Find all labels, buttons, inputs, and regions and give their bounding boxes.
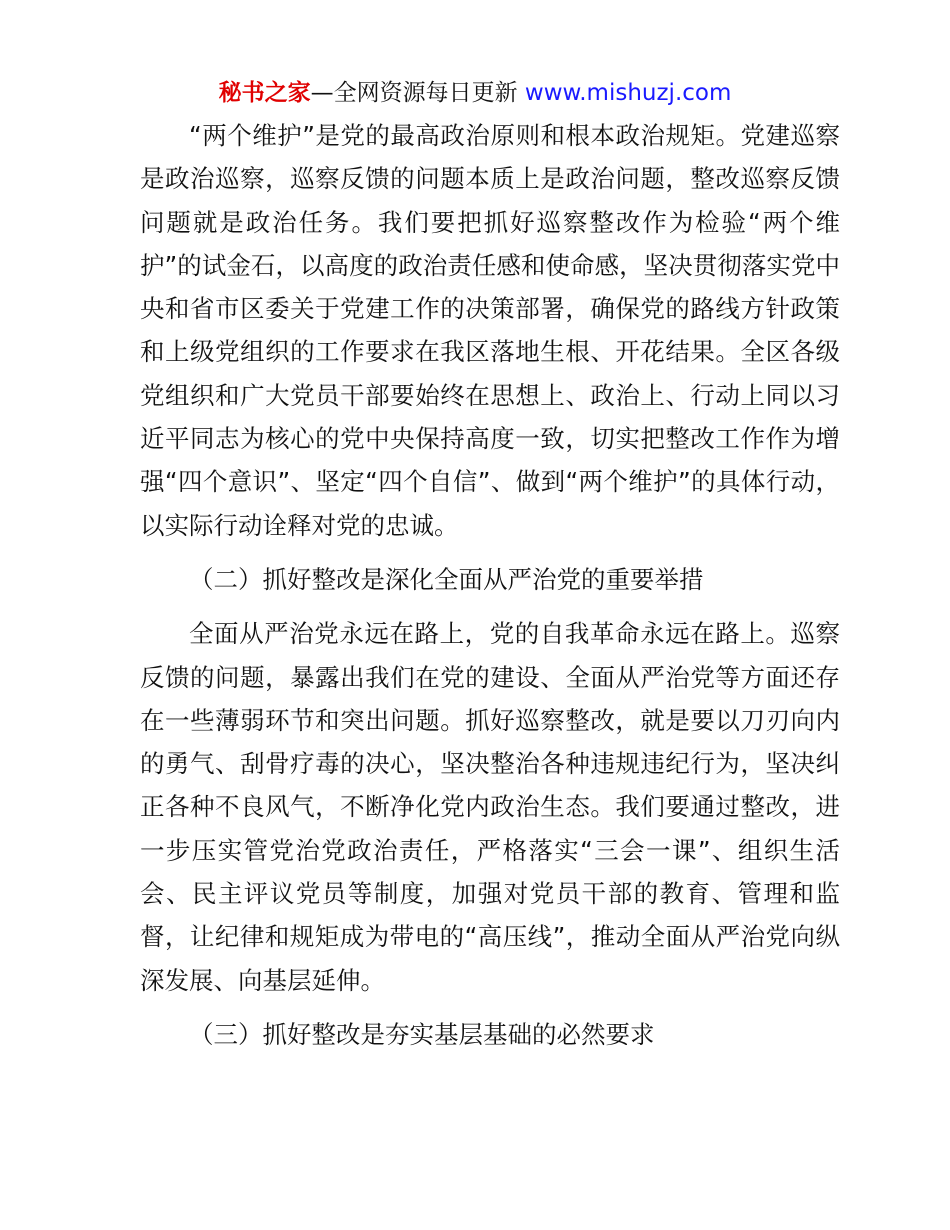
brand-name: 秘书之家 <box>218 80 311 106</box>
header-tagline: —全网资源每日更新 <box>310 80 525 106</box>
site-url-link[interactable]: www.mishuzj.com <box>524 80 732 106</box>
section-heading-3: （三）抓好整改是夯实基层基础的必然要求 <box>189 1019 655 1049</box>
document-body <box>140 114 840 1056</box>
site-header <box>0 76 950 110</box>
paragraph-strict-governance: 全面从严治党永远在路上，党的自我革命永远在路上。巡察反馈的问题，暴露出我们在党的建设、全面从严治党等方面还存在一些薄弱环节和突出问题。抓好巡察整改，就是要以刀刃向内的勇气、刮骨疗毒的决心，坚决整治各种违规违纪行为，坚决纠正各种不良风气，不断净化党内政治生态。我们要通过整改，进一步压实管党治党政治责任，严格落实“三会一课”、组织生活会、民主评议党员等制度，加强对党员干部的教育、管理和监督，让纪律和规矩成为带电的“高压线”，推动全面从严治党向纵深发展、向基层延伸。 <box>140 619 840 995</box>
paragraph-two-safeguards: “两个维护”是党的最高政治原则和根本政治规矩。党建巡察是政治巡察，巡察反馈的问题本质上是政治问题，整改巡察反馈问题就是政治任务。我们要把抓好巡察整改作为检验“两个维护”的试金石，以高度的政治责任感和使命感，坚决贯彻落实党中央和省市区委关于党建工作的决策部署，确保党的路线方针政策和上级党组织的工作要求在我区落地生根、开花结果。全区各级党组织和广大党员干部要始终在思想上、政治上、行动上同以习近平同志为核心的党中央保持高度一致，切实把整改工作作为增强“四个意识”、坚定“四个自信”、做到“两个维护”的具体行动，以实际行动诠释对党的忠诚。 <box>140 121 840 540</box>
section-heading-2: （二）抓好整改是深化全面从严治党的重要举措 <box>189 564 704 594</box>
